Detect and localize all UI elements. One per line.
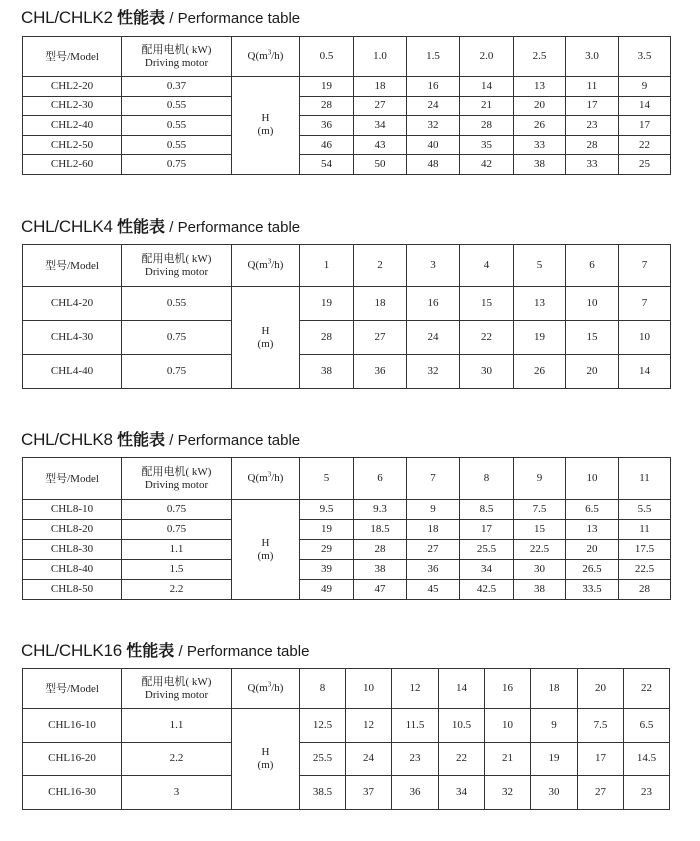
series-name: CHL/CHLK4: [21, 217, 113, 236]
head-value-cell: 22.5: [514, 540, 566, 560]
head-value-cell: 26: [514, 355, 566, 389]
head-value-cell: 17: [578, 742, 624, 776]
head-value-cell: 22: [460, 321, 514, 355]
title-en: / Performance table: [169, 432, 301, 449]
motor-cell: 0.75: [122, 321, 232, 355]
title-en: / Performance table: [169, 10, 301, 27]
head-value-cell: 30: [514, 560, 566, 580]
motor-cell: 2.2: [122, 742, 232, 776]
model-cell: CHL2-30: [23, 96, 122, 116]
head-label-cell: [232, 287, 300, 389]
performance-table: [22, 36, 671, 175]
head-value-cell: 38.5: [300, 776, 346, 810]
flow-value: 10: [566, 458, 619, 500]
flow-value: 1: [300, 245, 354, 287]
head-value-cell: 18.5: [354, 520, 407, 540]
head-value-cell: 14: [460, 77, 514, 97]
motor-header-cn: 配用电机: [141, 465, 186, 478]
head-value-cell: 11: [566, 77, 619, 97]
motor-header: [122, 669, 232, 709]
model-header: [23, 458, 122, 500]
head-value-cell: 13: [514, 77, 566, 97]
flow-header-base: Q(m: [247, 259, 268, 271]
head-value-cell: 25.5: [300, 742, 346, 776]
motor-header-unit: ( kW): [185, 44, 212, 56]
series-name: CHL/CHLK8: [21, 430, 113, 449]
head-value-cell: 23: [624, 776, 670, 810]
head-value-cell: 40: [407, 135, 460, 155]
model-cell: CHL16-20: [23, 742, 122, 776]
head-value-cell: 15: [566, 321, 619, 355]
head-value-cell: 25.5: [460, 540, 514, 560]
head-value-cell: 32: [407, 355, 460, 389]
table-row: [23, 96, 671, 116]
model-cell: CHL8-20: [23, 520, 122, 540]
head-value-cell: 35: [460, 135, 514, 155]
head-value-cell: 19: [300, 520, 354, 540]
head-value-cell: 34: [439, 776, 485, 810]
flow-value: 3: [407, 245, 460, 287]
head-value-cell: 20: [566, 355, 619, 389]
title-en: / Performance table: [178, 643, 310, 660]
flow-header-end: /h): [271, 682, 284, 694]
motor-cell: 0.75: [122, 155, 232, 175]
head-value-cell: 15: [460, 287, 514, 321]
head-value-cell: 10: [566, 287, 619, 321]
motor-header-en: Driving motor: [144, 57, 209, 69]
head-unit: (m): [257, 758, 274, 771]
flow-value: 16: [485, 669, 531, 709]
head-value-cell: 28: [300, 96, 354, 116]
motor-cell: 0.75: [122, 355, 232, 389]
head-label: H: [261, 324, 270, 337]
series-name: CHL/CHLK2: [21, 8, 113, 27]
header-row: [23, 669, 670, 709]
performance-table: [22, 668, 670, 810]
motor-header-unit: ( kW): [185, 466, 212, 478]
head-value-cell: 14.5: [624, 742, 670, 776]
head-value-cell: 21: [485, 742, 531, 776]
flow-value: 22: [624, 669, 670, 709]
section-title: [21, 641, 309, 662]
head-value-cell: 20: [566, 540, 619, 560]
table-row: [23, 135, 671, 155]
head-value-cell: 17: [566, 96, 619, 116]
head-value-cell: 28: [300, 321, 354, 355]
flow-value: 3.0: [566, 37, 619, 77]
motor-header-en: Driving motor: [144, 479, 209, 491]
flow-header-base: Q(m: [247, 50, 268, 62]
flow-header: [232, 37, 300, 77]
performance-table: [22, 457, 671, 600]
title-cn: 性能表: [116, 217, 165, 236]
flow-value: 11: [619, 458, 671, 500]
motor-header-cn: 配用电机: [141, 43, 186, 56]
head-value-cell: 32: [485, 776, 531, 810]
head-value-cell: 24: [407, 96, 460, 116]
head-value-cell: 27: [354, 321, 407, 355]
model-header-en: /Model: [67, 682, 99, 695]
section-title: [21, 217, 300, 238]
head-value-cell: 30: [531, 776, 578, 810]
motor-cell: 0.75: [122, 500, 232, 520]
header-row: [23, 37, 671, 77]
head-value-cell: 36: [392, 776, 439, 810]
head-value-cell: 50: [354, 155, 407, 175]
head-value-cell: 33: [566, 155, 619, 175]
head-value-cell: 26.5: [566, 560, 619, 580]
head-value-cell: 33.5: [566, 580, 619, 600]
motor-cell: 2.2: [122, 580, 232, 600]
flow-value: 10: [346, 669, 392, 709]
head-label: H: [261, 112, 270, 125]
title-cn: 性能表: [116, 430, 165, 449]
motor-cell: 1.5: [122, 560, 232, 580]
performance-table: [22, 244, 671, 389]
head-label-cell: [232, 500, 300, 600]
flow-value: 9: [514, 458, 566, 500]
motor-header: [122, 458, 232, 500]
flow-value: 18: [531, 669, 578, 709]
head-value-cell: 16: [407, 77, 460, 97]
head-label-cell: [232, 709, 300, 810]
motor-header-cn: 配用电机: [141, 252, 186, 265]
flow-value: 2.5: [514, 37, 566, 77]
flow-value: 7: [619, 245, 671, 287]
head-value-cell: 13: [566, 520, 619, 540]
table-row: [23, 709, 670, 743]
table-row: [23, 500, 671, 520]
head-value-cell: 45: [407, 580, 460, 600]
table-row: [23, 287, 671, 321]
head-value-cell: 17: [460, 520, 514, 540]
head-value-cell: 36: [354, 355, 407, 389]
title-cn: 性能表: [116, 8, 165, 27]
model-header-en: /Model: [67, 259, 99, 272]
flow-value: 0.5: [300, 37, 354, 77]
head-value-cell: 19: [531, 742, 578, 776]
head-value-cell: 47: [354, 580, 407, 600]
head-value-cell: 42.5: [460, 580, 514, 600]
head-value-cell: 34: [354, 116, 407, 136]
head-value-cell: 12: [346, 709, 392, 743]
table-row: [23, 321, 671, 355]
flow-value: 2: [354, 245, 407, 287]
head-value-cell: 19: [300, 287, 354, 321]
head-value-cell: 10: [619, 321, 671, 355]
model-header-cn: 型号: [45, 681, 68, 695]
model-cell: CHL8-10: [23, 500, 122, 520]
head-value-cell: 10.5: [439, 709, 485, 743]
head-unit: (m): [257, 125, 274, 138]
head-value-cell: 24: [407, 321, 460, 355]
section-title: [21, 8, 300, 29]
flow-value: 7: [407, 458, 460, 500]
model-cell: CHL2-20: [23, 77, 122, 97]
flow-value: 1.0: [354, 37, 407, 77]
head-value-cell: 19: [514, 321, 566, 355]
head-value-cell: 8.5: [460, 500, 514, 520]
head-value-cell: 42: [460, 155, 514, 175]
flow-header: [232, 458, 300, 500]
head-value-cell: 10: [485, 709, 531, 743]
motor-cell: 0.55: [122, 287, 232, 321]
model-header-en: /Model: [67, 50, 99, 63]
head-value-cell: 9.5: [300, 500, 354, 520]
model-cell: CHL8-40: [23, 560, 122, 580]
motor-cell: 0.55: [122, 116, 232, 136]
head-value-cell: 15: [514, 520, 566, 540]
head-value-cell: 9: [619, 77, 671, 97]
motor-cell: 3: [122, 776, 232, 810]
model-cell: CHL8-30: [23, 540, 122, 560]
motor-cell: 0.75: [122, 520, 232, 540]
motor-cell: 0.55: [122, 96, 232, 116]
head-value-cell: 7: [619, 287, 671, 321]
head-value-cell: 20: [514, 96, 566, 116]
head-value-cell: 18: [354, 287, 407, 321]
model-header: [23, 245, 122, 287]
head-value-cell: 38: [300, 355, 354, 389]
flow-value: 8: [300, 669, 346, 709]
model-header: [23, 37, 122, 77]
model-header-en: /Model: [67, 472, 99, 485]
flow-value: 1.5: [407, 37, 460, 77]
head-value-cell: 17.5: [619, 540, 671, 560]
flow-header-base: Q(m: [247, 472, 268, 484]
flow-value: 6: [566, 245, 619, 287]
flow-header: [232, 669, 300, 709]
head-label: H: [261, 745, 270, 758]
flow-header-end: /h): [271, 50, 284, 62]
head-value-cell: 18: [407, 520, 460, 540]
head-unit: (m): [257, 549, 274, 562]
motor-header: [122, 37, 232, 77]
head-value-cell: 34: [460, 560, 514, 580]
model-cell: CHL8-50: [23, 580, 122, 600]
head-value-cell: 11: [619, 520, 671, 540]
head-value-cell: 12.5: [300, 709, 346, 743]
head-value-cell: 7.5: [514, 500, 566, 520]
head-value-cell: 9: [407, 500, 460, 520]
header-row: [23, 458, 671, 500]
head-value-cell: 5.5: [619, 500, 671, 520]
section-title: [21, 430, 300, 451]
head-value-cell: 27: [407, 540, 460, 560]
head-value-cell: 33: [514, 135, 566, 155]
flow-value: 20: [578, 669, 624, 709]
model-cell: CHL2-50: [23, 135, 122, 155]
head-value-cell: 13: [514, 287, 566, 321]
head-value-cell: 9: [531, 709, 578, 743]
table-row: [23, 540, 671, 560]
motor-header: [122, 245, 232, 287]
model-cell: CHL16-30: [23, 776, 122, 810]
head-value-cell: 39: [300, 560, 354, 580]
head-value-cell: 16: [407, 287, 460, 321]
flow-header-end: /h): [271, 259, 284, 271]
model-header-cn: 型号: [45, 49, 68, 63]
flow-header-sup: 3: [267, 470, 272, 479]
flow-header-sup: 3: [267, 257, 272, 266]
model-cell: CHL4-20: [23, 287, 122, 321]
flow-header: [232, 245, 300, 287]
head-value-cell: 29: [300, 540, 354, 560]
title-cn: 性能表: [126, 641, 175, 660]
head-value-cell: 9.3: [354, 500, 407, 520]
model-header-cn: 型号: [45, 258, 68, 272]
head-value-cell: 28: [566, 135, 619, 155]
head-value-cell: 18: [354, 77, 407, 97]
table-row: [23, 580, 671, 600]
model-cell: CHL2-60: [23, 155, 122, 175]
flow-value: 5: [300, 458, 354, 500]
head-value-cell: 6.5: [566, 500, 619, 520]
table-row: [23, 560, 671, 580]
flow-header-end: /h): [271, 472, 284, 484]
head-value-cell: 27: [354, 96, 407, 116]
table-row: [23, 77, 671, 97]
head-value-cell: 38: [514, 155, 566, 175]
model-cell: CHL16-10: [23, 709, 122, 743]
head-value-cell: 17: [619, 116, 671, 136]
head-value-cell: 24: [346, 742, 392, 776]
head-value-cell: 19: [300, 77, 354, 97]
head-value-cell: 28: [619, 580, 671, 600]
head-value-cell: 46: [300, 135, 354, 155]
head-value-cell: 6.5: [624, 709, 670, 743]
head-value-cell: 7.5: [578, 709, 624, 743]
flow-value: 12: [392, 669, 439, 709]
table-row: [23, 355, 671, 389]
motor-header-en: Driving motor: [144, 266, 209, 278]
series-name: CHL/CHLK16: [21, 641, 122, 660]
head-value-cell: 22.5: [619, 560, 671, 580]
flow-value: 14: [439, 669, 485, 709]
head-value-cell: 27: [578, 776, 624, 810]
motor-header-unit: ( kW): [185, 676, 212, 688]
motor-cell: 0.55: [122, 135, 232, 155]
table-row: [23, 155, 671, 175]
model-header: [23, 669, 122, 709]
head-value-cell: 30: [460, 355, 514, 389]
title-en: / Performance table: [169, 219, 301, 236]
motor-cell: 0.37: [122, 77, 232, 97]
flow-value: 6: [354, 458, 407, 500]
table-row: [23, 776, 670, 810]
model-header-cn: 型号: [45, 471, 68, 485]
head-value-cell: 28: [460, 116, 514, 136]
flow-value: 2.0: [460, 37, 514, 77]
head-value-cell: 54: [300, 155, 354, 175]
head-value-cell: 38: [354, 560, 407, 580]
flow-value: 4: [460, 245, 514, 287]
head-value-cell: 38: [514, 580, 566, 600]
head-value-cell: 28: [354, 540, 407, 560]
head-value-cell: 32: [407, 116, 460, 136]
flow-value: 5: [514, 245, 566, 287]
model-cell: CHL4-30: [23, 321, 122, 355]
head-label-cell: [232, 77, 300, 175]
head-value-cell: 36: [300, 116, 354, 136]
flow-header-base: Q(m: [247, 682, 268, 694]
head-value-cell: 49: [300, 580, 354, 600]
flow-value: 8: [460, 458, 514, 500]
motor-header-cn: 配用电机: [141, 675, 186, 688]
table-row: [23, 742, 670, 776]
head-value-cell: 48: [407, 155, 460, 175]
motor-header-en: Driving motor: [144, 689, 209, 701]
head-value-cell: 14: [619, 96, 671, 116]
head-value-cell: 11.5: [392, 709, 439, 743]
head-value-cell: 43: [354, 135, 407, 155]
table-row: [23, 116, 671, 136]
head-value-cell: 22: [439, 742, 485, 776]
model-cell: CHL2-40: [23, 116, 122, 136]
table-row: [23, 520, 671, 540]
flow-header-sup: 3: [267, 48, 272, 57]
head-value-cell: 23: [566, 116, 619, 136]
head-unit: (m): [257, 337, 274, 350]
head-value-cell: 14: [619, 355, 671, 389]
head-value-cell: 21: [460, 96, 514, 116]
head-value-cell: 26: [514, 116, 566, 136]
motor-header-unit: ( kW): [185, 253, 212, 265]
motor-cell: 1.1: [122, 540, 232, 560]
model-cell: CHL4-40: [23, 355, 122, 389]
head-value-cell: 36: [407, 560, 460, 580]
head-value-cell: 22: [619, 135, 671, 155]
head-value-cell: 37: [346, 776, 392, 810]
header-row: [23, 245, 671, 287]
head-value-cell: 25: [619, 155, 671, 175]
flow-header-sup: 3: [267, 680, 272, 689]
motor-cell: 1.1: [122, 709, 232, 743]
head-value-cell: 23: [392, 742, 439, 776]
flow-value: 3.5: [619, 37, 671, 77]
head-label: H: [261, 536, 270, 549]
